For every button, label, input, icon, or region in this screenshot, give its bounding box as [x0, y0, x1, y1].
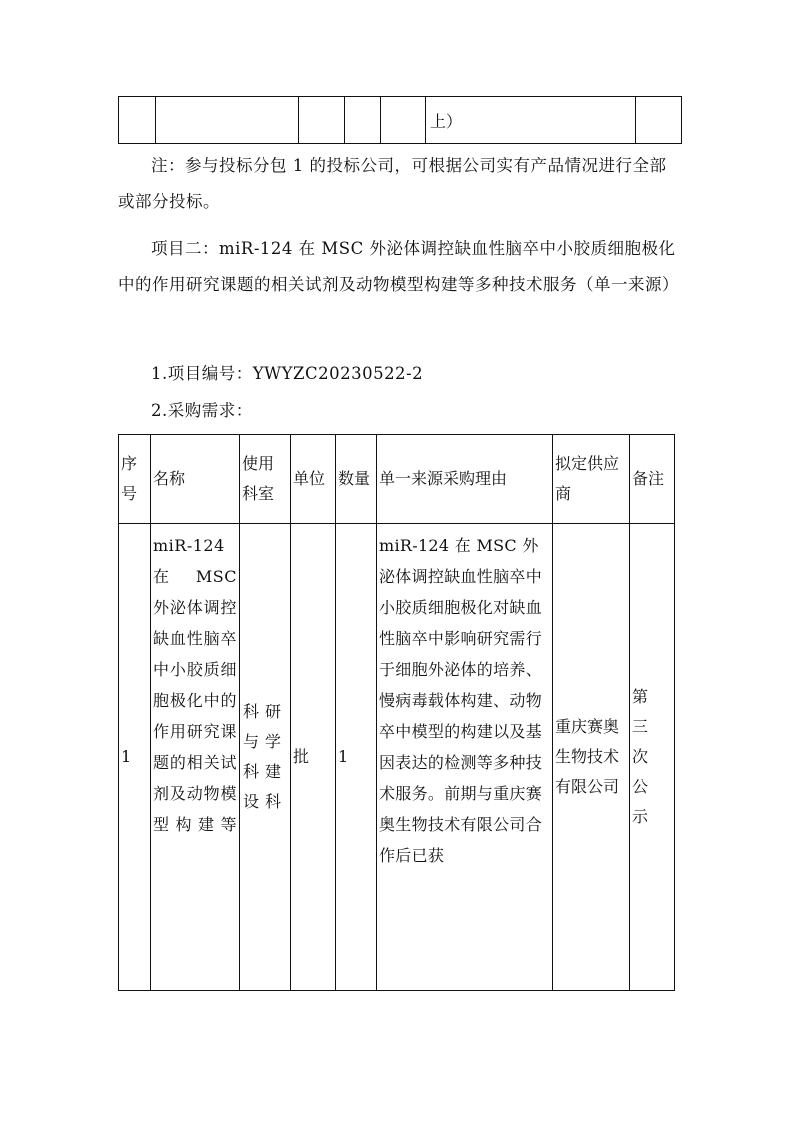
header-supplier: 拟定供应商 [553, 435, 630, 524]
table-cell-text: 上） [426, 97, 636, 144]
cell-unit: 批 [291, 524, 336, 991]
header-remark: 备注 [630, 435, 675, 524]
cell-supplier: 重庆赛奥生物技术有限公司 [553, 524, 630, 991]
table-cell [636, 97, 682, 144]
cell-qty: 1 [336, 524, 377, 991]
requirement-heading: 2.采购需求： [151, 401, 253, 420]
table-header-row [119, 435, 675, 524]
cell-index: 1 [119, 524, 151, 991]
table-cell [119, 97, 156, 144]
header-qty: 数量 [336, 435, 377, 524]
table-cell [299, 97, 345, 144]
header-reason: 单一来源采购理由 [377, 435, 553, 524]
table-row [119, 97, 682, 144]
note-paragraph: 注：参与投标分包 1 的投标公司，可根据公司实有产品情况进行全部或部分投标。 [118, 156, 667, 211]
table-cell [345, 97, 381, 144]
project-number: 1.项目编号：YWYZC20230522-2 [151, 364, 424, 383]
table-cell [381, 97, 426, 144]
procurement-table [118, 434, 675, 991]
continued-table [118, 96, 682, 144]
header-index: 序号 [119, 435, 151, 524]
table-row [119, 524, 675, 991]
table-cell [156, 97, 299, 144]
project-title: 项目二：miR-124 在 MSC 外泌体调控缺血性脑卒中小胶质细胞极化中的作用研究课题的相关试剂及动物模型构建等多种技术服务（单一来源） [118, 239, 679, 294]
header-unit: 单位 [291, 435, 336, 524]
cell-reason: miR-124 在 MSC 外泌体调控缺血性脑卒中小胶质细胞极化对缺血性脑卒中影响研究需行于细胞外泌体的培养、慢病毒载体构建、动物卒中模型的构建以及基因表达的检测等多种技术服务。前期与重庆赛奥生物技术有限公司合作后已获 [377, 524, 553, 991]
cell-remark: 第三次公示 [630, 524, 675, 991]
header-dept: 使用科室 [240, 435, 291, 524]
cell-dept: 科研与学科建设科 [240, 524, 291, 991]
header-name: 名称 [151, 435, 240, 524]
cell-name: miR-124 在 MSC 外泌体调控缺血性脑卒中小胶质细胞极化中的作用研究课题的相关试剂及动物模型构建等 [151, 524, 240, 991]
